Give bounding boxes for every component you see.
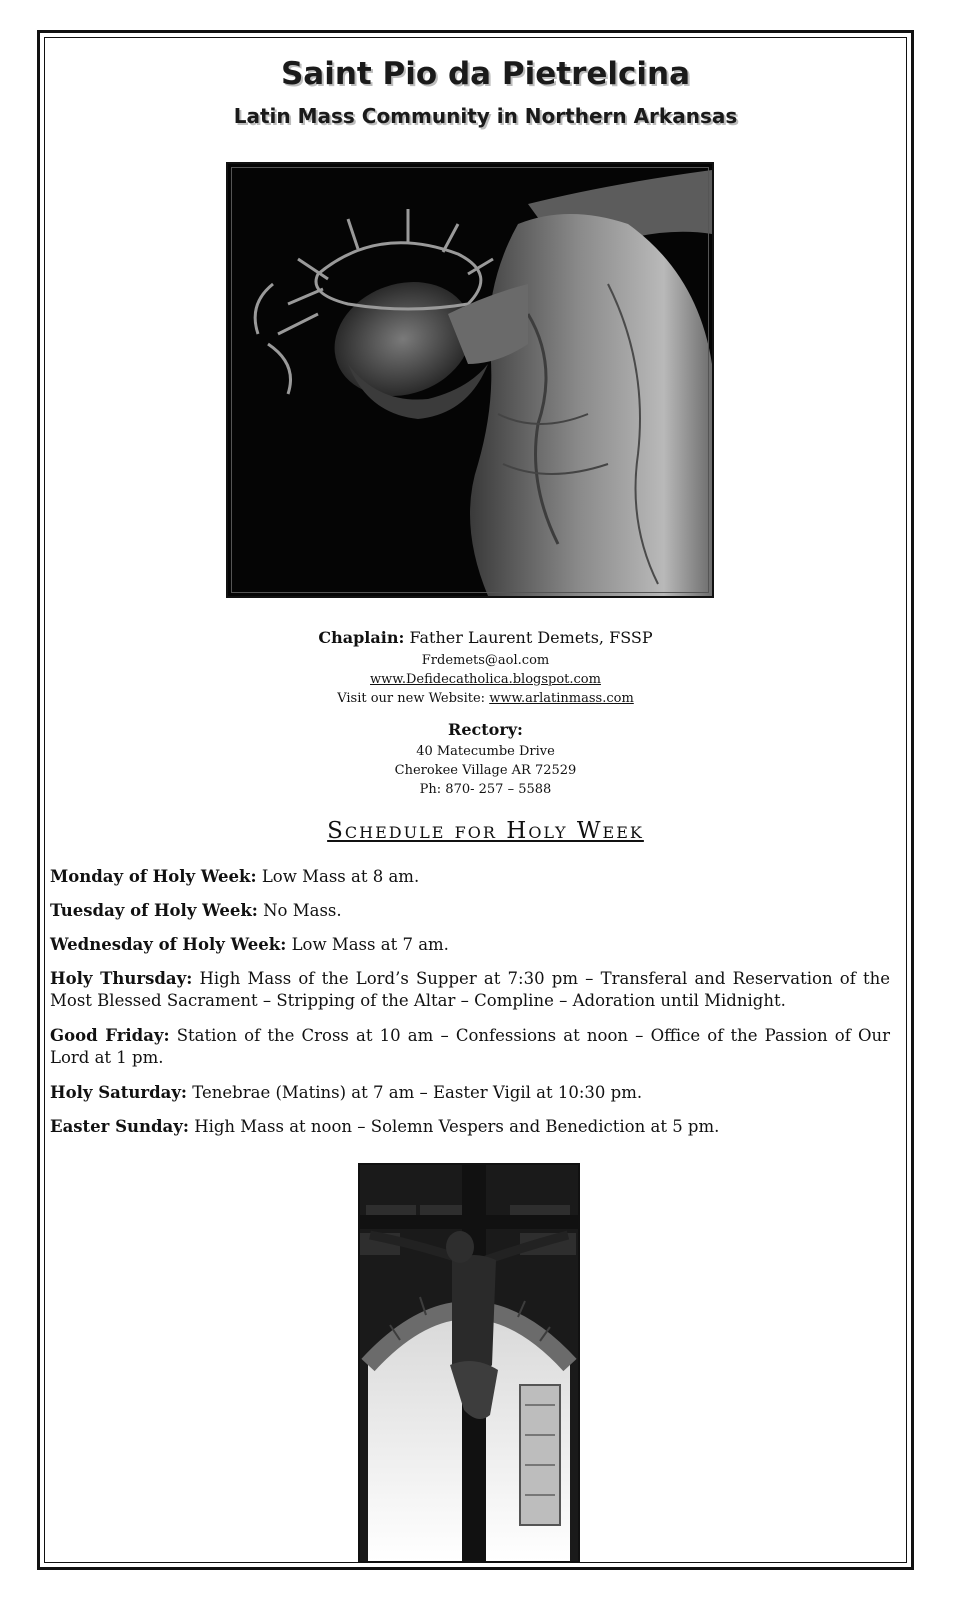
schedule-item-wednesday — [50, 934, 890, 956]
schedule-item-monday — [50, 866, 890, 888]
schedule-day: Good Friday: — [50, 1026, 170, 1045]
schedule-heading: Schedule for Holy Week — [327, 818, 644, 844]
schedule-item-good-friday — [50, 1025, 890, 1069]
chaplain-name: Father Laurent Demets, FSSP — [409, 628, 653, 647]
schedule-text: High Mass at noon – Solemn Vespers and Benediction at 5 pm. — [194, 1117, 720, 1136]
schedule-item-holy-thursday — [50, 968, 890, 1012]
schedule-day: Holy Saturday: — [50, 1083, 188, 1102]
crucifix-arch-illustration — [360, 1165, 578, 1561]
crucifix-arch-photo — [358, 1163, 580, 1563]
schedule-day: Monday of Holy Week: — [50, 867, 257, 886]
website-line — [0, 691, 971, 706]
schedule-text: Tenebrae (Matins) at 7 am – Easter Vigil at 10:30 pm. — [192, 1083, 643, 1102]
schedule-item-easter-sunday — [50, 1116, 890, 1138]
schedule-text: Station of the Cross at 10 am – Confessions at noon – Office of the Passion of Our Lord at 1 pm. — [50, 1026, 890, 1067]
website-link[interactable]: www.arlatinmass.com — [489, 691, 634, 706]
chaplain-email[interactable]: Frdemets@aol.com — [421, 653, 550, 668]
schedule-text: No Mass. — [263, 901, 342, 920]
schedule-item-holy-saturday — [50, 1082, 890, 1104]
schedule-day: Tuesday of Holy Week: — [50, 901, 258, 920]
schedule-day: Wednesday of Holy Week: — [50, 935, 287, 954]
rectory-phone: Ph: 870- 257 – 5588 — [419, 782, 552, 797]
schedule-day: Easter Sunday: — [50, 1117, 189, 1136]
rectory-heading: Rectory: — [448, 720, 523, 739]
blog-link[interactable]: www.Defidecatholica.blogspot.com — [370, 672, 601, 687]
schedule-text: Low Mass at 7 am. — [291, 935, 449, 954]
page-subtitle: Latin Mass Community in Northern Arkansas — [233, 104, 738, 128]
schedule-text: Low Mass at 8 am. — [261, 867, 420, 886]
schedule-text: High Mass of the Lord’s Supper at 7:30 pm – Transferal and Reservation of the Most Blessed Sacrament – Stripping of the Altar – Compline – Adoration until Midnight. — [50, 969, 890, 1010]
rectory-address-line2: Cherokee Village AR 72529 — [394, 763, 577, 778]
chaplain-line — [0, 628, 971, 647]
page-title: Saint Pio da Pietrelcina — [280, 56, 690, 92]
schedule-item-tuesday — [50, 900, 890, 922]
chaplain-label: Chaplain: — [318, 628, 405, 647]
schedule-day: Holy Thursday: — [50, 969, 193, 988]
website-label: Visit our new Website: — [337, 691, 486, 706]
crucifix-photo — [226, 162, 714, 598]
rectory-address-line1: 40 Matecumbe Drive — [416, 744, 555, 759]
